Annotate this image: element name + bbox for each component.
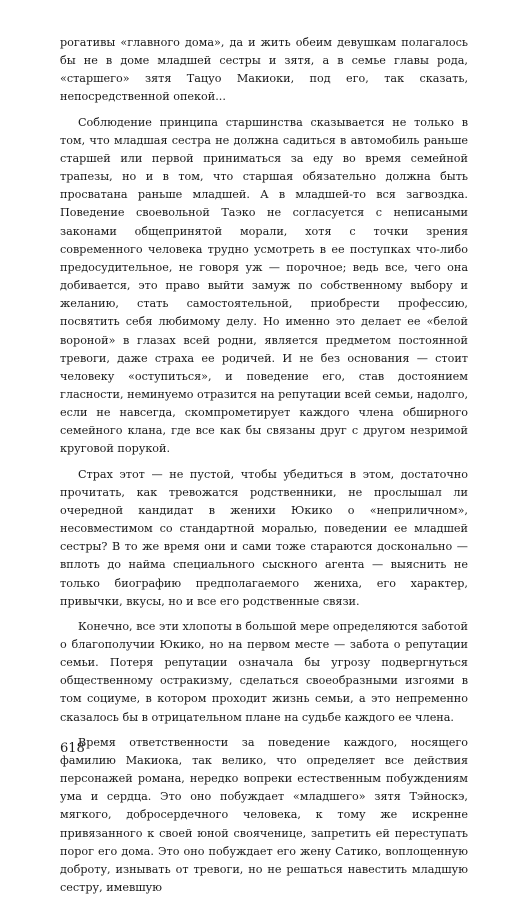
paragraph-3: Страх этот — не пустой, чтобы убедиться в этом, достаточно прочитать, как тревожатся родственники, не прослышал ли очередной кандидат в женихи Юкико о «неприличном», несовместимом со стандартной моралью, поведении ее младшей сестры? В то же время они и сами тоже стараются досконально — вплоть до найма специального сыскного агента — выяснить не только биографию предполагаемого жениха, его характер, привычки, вкусы, но и все его родственные связи. xyxy=(60,467,468,608)
paragraph-5: Время ответственности за поведение каждого, носящего фамилию Макиока, так велико, что определяет все действия персонажей романа, нередко вопреки естественным побуждениям ума и сердца. Это оно побуждает «младшего» зятя Тэйноскэ, мягкого, добросердечного человека, к тому же искренне привязанного к своей юной свояченице, запретить ей переступать порог его дома. Это оно побуждает его жену Сатико, воплощенную доброту, изнывать от тревоги, но не решаться навестить младшую сестру, имевшую xyxy=(60,735,468,895)
paragraph-1: рогативы «главного дома», да и жить обеим девушкам полагалось бы не в доме младшей сестры и зятя, а в семье главы рода, «старшего» зятя Тацуо Макиоки, под его, так сказать, непосредственной опекой... xyxy=(60,36,468,104)
paragraph-4: Конечно, все эти хлопоты в большой мере определяются заботой о благополучии Юкико, но на первом месте — забота о репутации семьи. Потеря репутации означала бы угрозу подвергнуться общественному остракизму, сделаться своеобразными изгоями в том социуме, в котором проходит жизнь семьи, а это непременно сказалось бы в отрицательном плане на судьбе каждого ее члена. xyxy=(60,619,468,724)
page-number: 618 xyxy=(60,741,85,756)
body-text xyxy=(60,34,468,897)
paragraph-2: Соблюдение принципа старшинства сказывается не только в том, что младшая сестра не должна садиться в автомобиль раньше старшей или первой приниматься за еду во время семейной трапезы, но и в том, что старшая обязательно должна быть просватана раньше младшей. А в младшей-то вся загвоздка. Поведение своевольной Таэко не согласуется с неписаными законами общепринятой морали, хотя с точки зрения современного человека трудно усмотреть в ее поступках что-либо предосудительное, не говоря уж — порочное; ведь все, чего она добивается, это право выйти замуж по собственному выбору и желанию, стать самостоятельной, приобрести профессию, посвятить себя любимому делу. Но именно это делает ее «белой вороной» в глазах всей родни, является предметом постоянной тревоги, даже страха ее родичей. И не без основания — стоит человеку «оступиться», и поведение его, став достоянием гласности, неминуемо отразится на репутации всей семьи, надолго, если не навсегда, скомпрометирует каждого члена обширного семейного клана, где все как бы связаны друг с другом незримой круговой порукой. xyxy=(60,115,468,456)
